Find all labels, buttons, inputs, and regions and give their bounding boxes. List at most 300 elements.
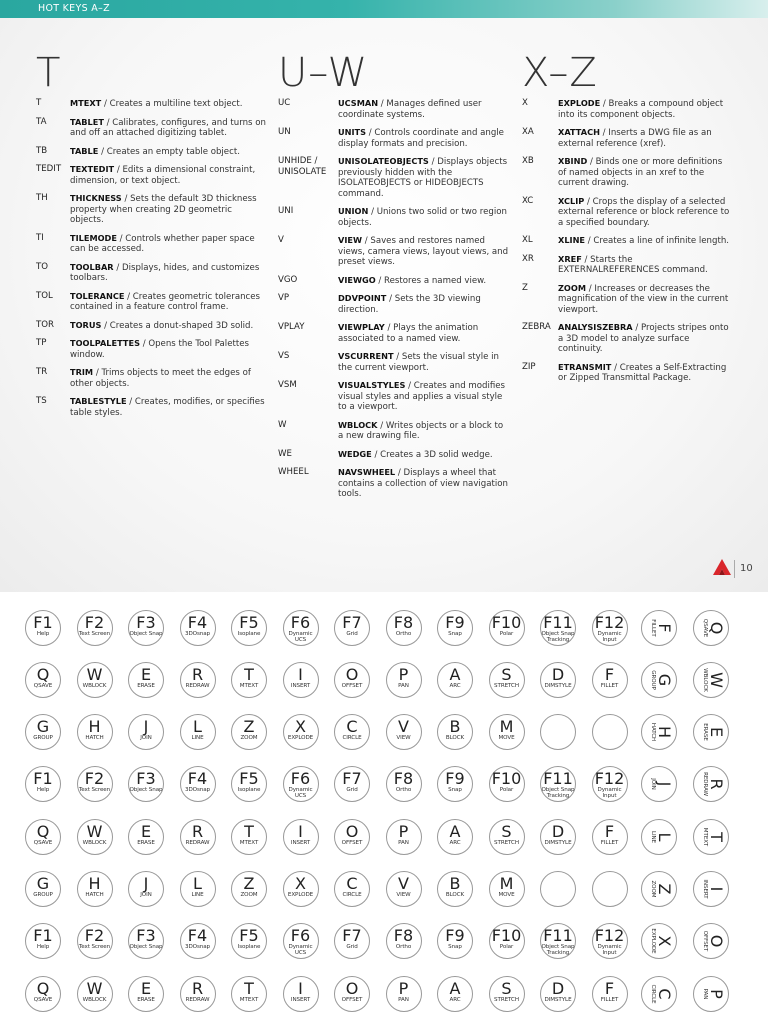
keycap-row xyxy=(25,714,745,754)
hotkey-alias: XA xyxy=(522,127,534,137)
keycap-letter: L xyxy=(193,874,202,893)
keycap-command: Grid xyxy=(346,631,358,637)
command-name: THICKNESS xyxy=(70,193,122,203)
keycap-i xyxy=(693,871,729,907)
keycap-command: Help xyxy=(36,631,50,637)
hotkey-alias: VS xyxy=(278,351,290,361)
keycap-command: FILLET xyxy=(600,840,619,846)
command-name: VIEWPLAY xyxy=(338,322,385,332)
keycap-i xyxy=(283,976,319,1012)
hotkey-alias: WE xyxy=(278,448,292,459)
keycap-f7 xyxy=(334,610,370,646)
hotkey-alias: W xyxy=(278,419,287,430)
header-bar xyxy=(0,0,768,18)
hotkey-description: TOOLPALETTES / Opens the Tool Palettes window. xyxy=(70,338,249,360)
keycap-d xyxy=(540,819,576,855)
keycap-f5 xyxy=(231,766,267,802)
hotkey-entry xyxy=(278,380,510,413)
keycap-command: BLOCK xyxy=(445,735,465,741)
keycap-f4 xyxy=(180,610,216,646)
keycap-letter: F8 xyxy=(393,926,414,945)
keycap-letter: Q xyxy=(706,621,726,635)
keycap-letter: R xyxy=(706,778,726,790)
keycap-f2 xyxy=(77,923,113,959)
keycap-letter: F5 xyxy=(239,926,259,945)
command-name: VISUALSTYLES xyxy=(338,380,406,390)
hotkey-entry xyxy=(522,196,732,229)
keycap-command: OFFSET xyxy=(341,683,363,689)
keycap-command: OFFSET xyxy=(341,840,363,846)
keycap-letter: F12 xyxy=(594,926,625,945)
keycap-r xyxy=(180,662,216,698)
hotkey-alias: XR xyxy=(522,253,534,264)
command-name: XLINE xyxy=(558,235,586,245)
keycap-f10 xyxy=(489,766,525,802)
keycap-letter: F9 xyxy=(445,613,465,632)
keycap-letter: W xyxy=(86,822,103,841)
keycap-w xyxy=(693,662,729,698)
hotkey-alias: X xyxy=(522,98,528,108)
keycap-letter: A xyxy=(449,979,461,998)
command-name: UNISOLATEOBJECTS xyxy=(338,156,429,166)
keycap-letter: F4 xyxy=(187,769,208,788)
keycap-command: FILLET xyxy=(600,997,619,1003)
keycap-q xyxy=(693,610,729,646)
keycap-letter: A xyxy=(449,822,461,841)
command-name: XATTACH xyxy=(558,127,600,137)
keycap-command: STRETCH xyxy=(494,840,519,846)
hotkey-entry xyxy=(278,127,510,149)
keycap-letter: T xyxy=(244,665,254,684)
keycap-letter: Z xyxy=(655,883,674,895)
hotkey-description: TILEMODE / Controls whether paper space can be accessed. xyxy=(70,232,255,254)
keycap-letter: G xyxy=(655,673,674,687)
keycap-e xyxy=(128,976,164,1012)
keycap-f5 xyxy=(231,610,267,646)
keycap-letter: F11 xyxy=(543,926,573,945)
keycap-command: HATCH xyxy=(85,735,104,741)
hotkey-entry xyxy=(36,320,268,332)
keycap-l xyxy=(641,819,677,855)
keycap-f7 xyxy=(334,766,370,802)
command-name: TILEMODE xyxy=(70,232,117,243)
keycap-m xyxy=(489,871,525,907)
keycap-g xyxy=(641,662,677,698)
hotkey-entry xyxy=(522,127,732,149)
hotkey-description: TABLE / Creates an empty table object. xyxy=(70,145,240,157)
hotkey-description: UCSMAN / Manages defined user coordinate systems. xyxy=(338,98,482,120)
keycap-letter: S xyxy=(501,665,512,684)
hotkey-description: TEXTEDIT / Edits a dimensional constraint, dimension, or text object. xyxy=(70,164,256,186)
keycap-letter: O xyxy=(345,822,359,841)
column-u-w xyxy=(278,52,510,507)
keycap-letter: W xyxy=(706,672,726,688)
hotkey-description: WEDGE / Creates a 3D solid wedge. xyxy=(338,448,493,460)
keycap-p xyxy=(386,662,422,698)
hotkey-entry xyxy=(522,362,732,384)
keycap-command: Isoplane xyxy=(237,944,261,950)
hotkey-alias: TOR xyxy=(36,319,54,330)
keycap-f xyxy=(592,819,628,855)
keycap-letter: F10 xyxy=(491,926,522,945)
keycap-command: Object Snap Tracking xyxy=(541,631,575,644)
keycap-letter: A xyxy=(449,665,461,684)
keycap-letter: T xyxy=(706,832,726,842)
keycap-letter: F3 xyxy=(136,613,156,632)
keycap-command: LINE xyxy=(191,735,204,741)
keycap-letter: J xyxy=(143,874,149,893)
keycap-i xyxy=(283,662,319,698)
keycap-command: QSAVE xyxy=(33,840,53,846)
hotkey-alias: ZEBRA xyxy=(522,322,551,332)
keycap-c xyxy=(641,976,677,1012)
keycap-a xyxy=(437,662,473,698)
keycap-command: Ortho xyxy=(395,944,412,950)
keycap-letter: W xyxy=(86,979,103,998)
keycap-letter: X xyxy=(295,874,306,893)
keycap-letter: F11 xyxy=(543,769,573,788)
keycap-letter: H xyxy=(655,725,674,739)
keycap-letter: Q xyxy=(36,979,50,998)
keycap-letter: T xyxy=(244,979,254,998)
keycap-command: QSAVE xyxy=(33,683,53,689)
keycap-h xyxy=(641,714,677,750)
keycap-command: Grid xyxy=(346,787,358,793)
hotkey-alias: Z xyxy=(522,282,528,293)
keycap-command: Help xyxy=(36,787,50,793)
keycap-command: JOIN xyxy=(140,735,152,741)
keycap-f6 xyxy=(283,610,319,646)
keycap-p xyxy=(386,819,422,855)
hotkey-alias: TH xyxy=(36,193,48,203)
hotkey-alias: XC xyxy=(522,195,534,206)
keycap-command: Dynamic UCS xyxy=(288,787,313,800)
keycap-letter: L xyxy=(193,717,202,736)
hotkey-description: XCLIP / Crops the display of a selected external reference or block reference to a specified boundary. xyxy=(558,195,730,228)
keycap-command: CIRCLE xyxy=(342,735,362,741)
hotkey-entry xyxy=(522,235,732,247)
keycap-x xyxy=(283,714,319,750)
keycap-letter: O xyxy=(345,979,359,998)
keycap-command: Object Snap Tracking xyxy=(541,944,575,957)
keycap-letter: F1 xyxy=(33,769,53,788)
hotkeys-sheet xyxy=(0,18,768,592)
keycap-command: PAN xyxy=(398,683,409,689)
command-name: TOOLPALETTES xyxy=(70,338,140,348)
keycap-f4 xyxy=(180,766,216,802)
command-name: UNION xyxy=(338,206,369,216)
keycap-command: WBLOCK xyxy=(82,997,107,1003)
hotkey-entry xyxy=(278,467,510,500)
hotkey-alias: TOL xyxy=(36,290,53,301)
hotkey-description: VIEW / Saves and restores named views, camera views, layout views, and preset views. xyxy=(338,235,509,267)
keycap-command: EXPLODE xyxy=(287,735,314,741)
hotkey-alias: XB xyxy=(522,156,534,166)
hotkey-entry xyxy=(278,351,510,373)
keycap-command: Polar xyxy=(499,631,514,637)
keycap-letter: F10 xyxy=(491,613,522,632)
command-name: TABLESTYLE xyxy=(70,396,127,406)
keycap-command: MTEXT xyxy=(239,840,259,846)
keycap-letter: P xyxy=(706,989,726,999)
keycap-letter: F10 xyxy=(491,769,522,788)
hotkey-entry xyxy=(36,291,268,313)
hotkey-description: XLINE / Creates a line of infinite length. xyxy=(558,235,730,246)
keycap-row xyxy=(25,662,745,702)
keycap-w xyxy=(77,976,113,1012)
keycap-command: Snap xyxy=(448,787,462,793)
keycap-z xyxy=(231,871,267,907)
keycap-command: ERASE xyxy=(137,997,155,1003)
keycap-f12 xyxy=(592,610,628,646)
keycap-letter: I xyxy=(298,979,303,998)
keycap-letter: P xyxy=(398,979,409,998)
keycap-row xyxy=(25,610,745,650)
keycap-letter: F1 xyxy=(33,926,53,945)
keycap-r xyxy=(693,766,729,802)
keycap-letter: F8 xyxy=(393,613,414,632)
keycap-command: VIEW xyxy=(396,735,411,741)
keycap-letter: H xyxy=(88,874,101,893)
keycap-command: DIMSTYLE xyxy=(544,997,572,1003)
hotkey-description: TABLET / Calibrates, configures, and turns on and off an attached digitizing tablet. xyxy=(70,116,266,138)
keycap-row xyxy=(25,976,745,1016)
keycap-f3 xyxy=(128,610,164,646)
keycap-letter: F6 xyxy=(290,769,311,788)
keycap-letter: S xyxy=(501,822,512,841)
keycap-blank xyxy=(540,871,576,907)
keycap-letter: F7 xyxy=(342,769,362,788)
hotkey-description: VISUALSTYLES / Creates and modifies visual styles and applies a visual style to a viewport. xyxy=(338,380,506,412)
hotkey-entry xyxy=(278,98,510,120)
keycap-letter: Q xyxy=(36,822,50,841)
hotkey-entry xyxy=(522,254,732,276)
keycap-f6 xyxy=(283,923,319,959)
command-name: VIEWGO xyxy=(338,274,376,285)
keycap-letter: O xyxy=(706,934,726,948)
hotkey-description: UNITS / Controls coordinate and angle display formats and precision. xyxy=(338,127,504,149)
hotkey-alias: UN xyxy=(278,127,291,137)
hotkey-description: TOOLBAR / Displays, hides, and customizes toolbars. xyxy=(70,261,260,283)
keycap-command: ERASE xyxy=(137,840,155,846)
command-name: EXPLODE xyxy=(558,98,601,108)
keycap-letter: Z xyxy=(243,874,255,893)
keycap-command: Polar xyxy=(499,787,514,793)
command-name: ETRANSMIT xyxy=(558,361,612,372)
keycap-command: MTEXT xyxy=(239,683,259,689)
hotkey-entry xyxy=(522,156,732,189)
keycap-command: ARC xyxy=(449,997,461,1003)
keycap-letter: F5 xyxy=(239,769,259,788)
keycap-letter: H xyxy=(88,717,101,736)
keycap-w xyxy=(77,662,113,698)
keycap-letter: J xyxy=(143,717,149,736)
keycap-command: GROUP xyxy=(33,735,53,741)
keycap-f3 xyxy=(128,766,164,802)
hotkey-alias: TEDIT xyxy=(36,164,62,174)
hotkey-description: MTEXT / Creates a multiline text object. xyxy=(70,98,243,109)
hotkey-entry xyxy=(522,283,732,316)
keycap-letter: F3 xyxy=(136,926,156,945)
keycap-command: Object Snap Tracking xyxy=(541,787,575,800)
page-number: 10 xyxy=(740,563,753,574)
keycap-command: HATCH xyxy=(85,892,104,898)
hotkey-alias: T xyxy=(36,98,42,108)
keycap-f8 xyxy=(386,923,422,959)
hotkey-description: XATTACH / Inserts a DWG file as an external reference (xref). xyxy=(558,127,712,149)
keycap-command: REDRAW xyxy=(185,997,210,1003)
column-t xyxy=(36,52,268,425)
keycap-command: Object Snap xyxy=(129,631,163,637)
keycap-command: ZOOM xyxy=(240,892,258,898)
hotkey-entry xyxy=(36,367,268,389)
column-title: T xyxy=(36,50,62,96)
keycap-o xyxy=(334,976,370,1012)
hotkey-description: VIEWPLAY / Plays the animation associated to a named view. xyxy=(338,322,479,344)
hotkey-entry xyxy=(278,156,510,199)
keycap-command: DIMSTYLE xyxy=(544,683,572,689)
keycap-letter: F12 xyxy=(594,769,625,788)
hotkey-alias: TB xyxy=(36,145,48,156)
hotkey-entry xyxy=(36,262,268,284)
header-title: HOT KEYS A–Z xyxy=(38,3,110,14)
hotkey-description: XBIND / Binds one or more definitions of named objects in an xref to the current drawing. xyxy=(558,156,723,188)
keycap-letter: F9 xyxy=(445,926,465,945)
keycap-letter: B xyxy=(449,874,461,893)
keycap-m xyxy=(489,714,525,750)
keycap-row xyxy=(25,819,745,859)
keycap-letter: P xyxy=(398,665,409,684)
keycap-letter: F4 xyxy=(187,926,208,945)
keycap-d xyxy=(540,976,576,1012)
keycap-letter: G xyxy=(36,717,50,736)
keycap-command: Snap xyxy=(448,944,462,950)
keycap-command: WBLOCK xyxy=(82,840,107,846)
hotkey-alias: UNI xyxy=(278,206,294,216)
keycap-command: Dynamic UCS xyxy=(288,944,313,957)
hotkey-alias: UNHIDE / UNISOLATE xyxy=(278,156,327,177)
keycap-f9 xyxy=(437,766,473,802)
keycap-command: 3DOsnap xyxy=(184,944,210,950)
keycap-e xyxy=(693,714,729,750)
keycap-f8 xyxy=(386,610,422,646)
keycap-o xyxy=(334,662,370,698)
hotkey-alias: TO xyxy=(36,261,49,272)
keycap-letter: F6 xyxy=(290,613,311,632)
keycap-i xyxy=(283,819,319,855)
keycap-letter: F2 xyxy=(84,769,105,788)
hotkey-entry xyxy=(36,233,268,255)
keycap-c xyxy=(334,871,370,907)
keycap-f11 xyxy=(540,923,576,959)
keycap-command: REDRAW xyxy=(185,840,210,846)
keycap-command: 3DOsnap xyxy=(184,787,210,793)
keycap-command: Text Screen xyxy=(78,631,111,637)
keycap-command: WBLOCK xyxy=(701,668,708,692)
keycap-g xyxy=(25,714,61,750)
keycap-command: INSERT xyxy=(290,840,311,846)
keycap-letter: I xyxy=(298,665,303,684)
keycap-command: ARC xyxy=(449,683,461,689)
keycap-f12 xyxy=(592,766,628,802)
keycap-letter: C xyxy=(346,717,358,736)
keycap-command: INSERT xyxy=(290,683,311,689)
keycap-letter: F xyxy=(604,979,615,998)
keycap-command: MOVE xyxy=(498,735,515,741)
keycap-f9 xyxy=(437,610,473,646)
keycap-command: GROUP xyxy=(650,670,656,690)
keycap-letter: E xyxy=(140,665,152,684)
keycap-command: ZOOM xyxy=(240,735,258,741)
keycap-letter: V xyxy=(398,874,409,893)
hotkey-entry xyxy=(36,98,268,110)
keycap-command: INSERT xyxy=(701,879,708,899)
hotkey-entry xyxy=(36,164,268,186)
keycap-letter: R xyxy=(191,665,204,684)
keycap-command: FILLET xyxy=(600,683,619,689)
hotkey-alias: TS xyxy=(36,396,47,406)
keycap-letter: Q xyxy=(36,665,50,684)
command-name: DDVPOINT xyxy=(338,293,387,303)
keycap-x xyxy=(283,871,319,907)
keycap-letter: M xyxy=(499,717,514,736)
keycap-f4 xyxy=(180,923,216,959)
keycap-f xyxy=(592,662,628,698)
keycap-letter: F11 xyxy=(543,613,573,632)
hotkey-alias: XL xyxy=(522,235,533,245)
keycap-t xyxy=(231,976,267,1012)
keycap-command: PAN xyxy=(701,988,708,1000)
keycap-command: HATCH xyxy=(650,722,656,742)
keycap-command: Polar xyxy=(499,944,514,950)
hotkey-description: TORUS / Creates a donut-shaped 3D solid. xyxy=(70,319,254,331)
hotkey-description: THICKNESS / Sets the default 3D thickness property when creating 2D geometric objects. xyxy=(70,193,257,225)
keycap-command: OFFSET xyxy=(341,997,363,1003)
hotkey-description: WBLOCK / Writes objects or a block to a new drawing file. xyxy=(338,419,504,441)
keycap-z xyxy=(641,871,677,907)
hotkey-description: VIEWGO / Restores a named view. xyxy=(338,274,487,286)
keycap-command: ZOOM xyxy=(650,880,656,898)
keycap-j xyxy=(128,871,164,907)
keycap-letter: C xyxy=(655,988,674,1000)
keycap-command: Dynamic Input xyxy=(597,944,622,957)
keycap-command: Ortho xyxy=(395,787,412,793)
keycap-f2 xyxy=(77,610,113,646)
keycap-f1 xyxy=(25,610,61,646)
page-separator xyxy=(734,560,735,578)
keycap-letter: F7 xyxy=(342,926,362,945)
hotkey-description: UNION / Unions two solid or two region objects. xyxy=(338,206,507,228)
keycap-command: Grid xyxy=(346,944,358,950)
keycap-command: Snap xyxy=(448,631,462,637)
keycap-f1 xyxy=(25,766,61,802)
command-name: VIEW xyxy=(338,235,363,245)
hotkey-description: TOLERANCE / Creates geometric tolerances contained in a feature control frame. xyxy=(70,290,261,312)
keycap-command: Text Screen xyxy=(78,787,111,793)
hotkey-entry xyxy=(278,420,510,442)
keycap-l xyxy=(180,871,216,907)
keycap-f6 xyxy=(283,766,319,802)
keycap-blank xyxy=(592,714,628,750)
keycap-command: Text Screen xyxy=(78,944,111,950)
command-name: ANALYSISZEBRA xyxy=(558,322,633,332)
hotkey-description: XREF / Starts the EXTERNALREFERENCES command. xyxy=(558,253,708,275)
keycap-letter: I xyxy=(706,886,726,892)
keycap-command: DIMSTYLE xyxy=(544,840,572,846)
keycap-command: Dynamic Input xyxy=(597,631,622,644)
keycap-letter: F3 xyxy=(136,769,156,788)
keycap-command: Dynamic UCS xyxy=(288,631,313,644)
